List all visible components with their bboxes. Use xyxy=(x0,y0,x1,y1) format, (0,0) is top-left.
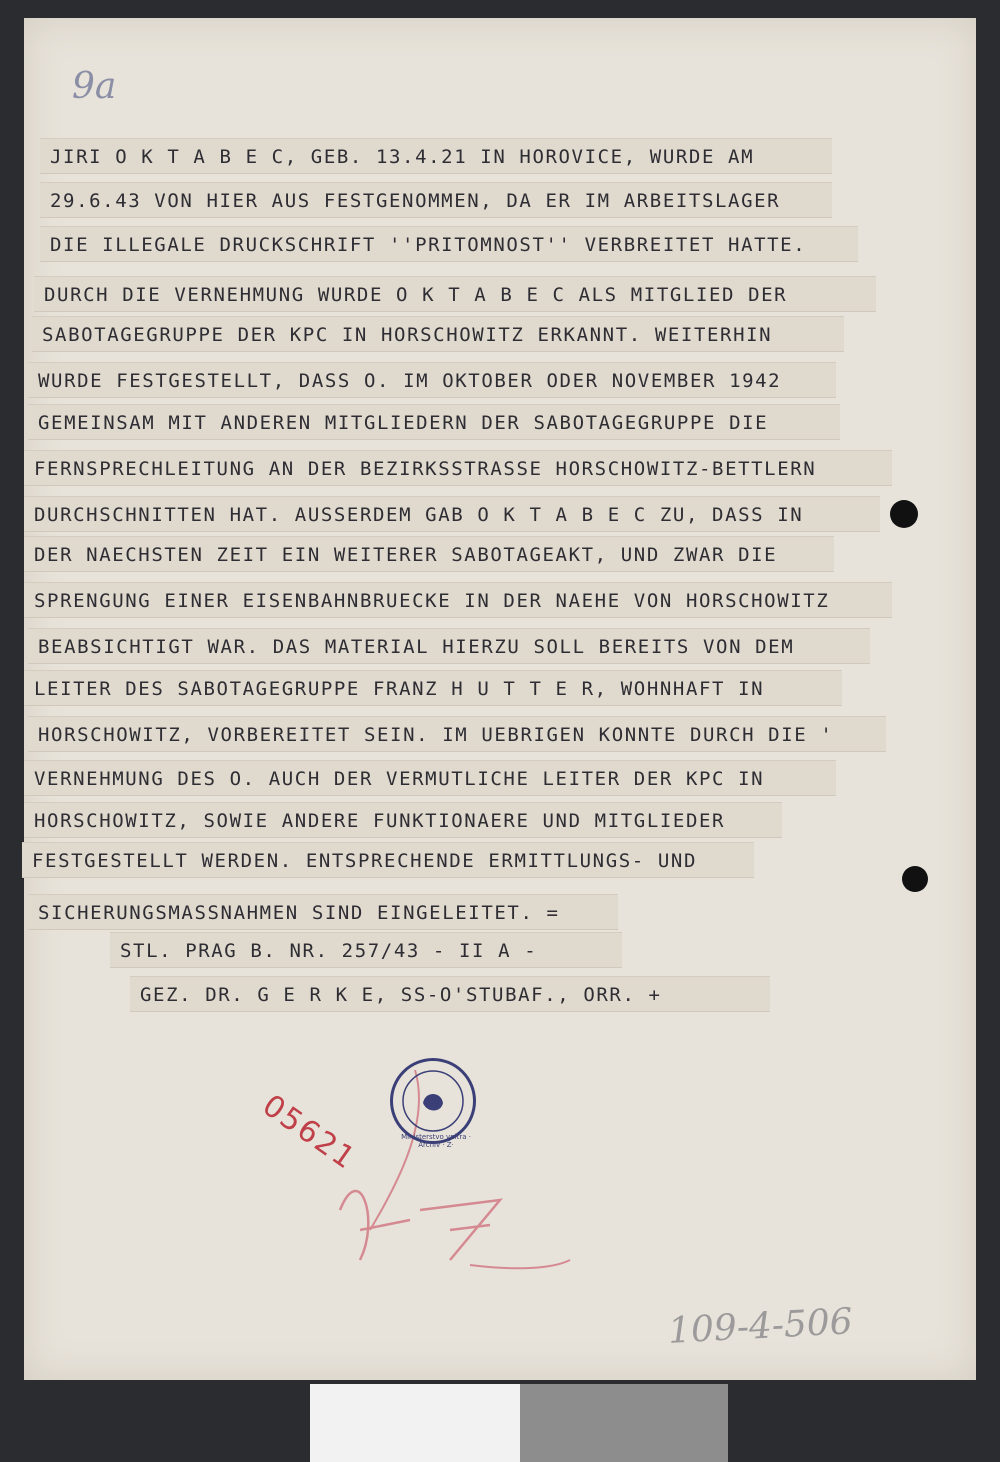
text-line: GEZ. DR. G E R K E, SS-O'STUBAF., ORR. + xyxy=(130,976,770,1012)
text-line: HORSCHOWITZ, SOWIE ANDERE FUNKTIONAERE UND MITGLIEDER xyxy=(24,802,782,838)
text-line: JIRI O K T A B E C, GEB. 13.4.21 IN HOROVICE, WURDE AM xyxy=(40,138,832,174)
text-line: DIE ILLEGALE DRUCKSCHRIFT ''PRITOMNOST'' VERBREITET HATTE. xyxy=(40,226,858,262)
text-line: SICHERUNGSMASSNAHMEN SIND EINGELEITET. = xyxy=(28,894,618,930)
text-line: FERNSPRECHLEITUNG AN DER BEZIRKSSTRASSE HORSCHOWITZ-BETTLERN xyxy=(24,450,892,486)
text-line: HORSCHOWITZ, VORBEREITET SEIN. IM UEBRIGEN KONNTE DURCH DIE ' xyxy=(28,716,886,752)
text-line: 29.6.43 VON HIER AUS FESTGENOMMEN, DA ER IM ARBEITSLAGER xyxy=(40,182,832,218)
punch-hole-top xyxy=(890,500,918,528)
text-line: VERNEHMUNG DES O. AUCH DER VERMUTLICHE LEITER DER KPC IN xyxy=(24,760,836,796)
text-line: GEMEINSAM MIT ANDEREN MITGLIEDERN DER SABOTAGEGRUPPE DIE xyxy=(28,404,840,440)
text-line: WURDE FESTGESTELLT, DASS O. IM OKTOBER ODER NOVEMBER 1942 xyxy=(28,362,836,398)
stamp-emblem-icon xyxy=(393,1061,473,1141)
bottom-label-white xyxy=(310,1384,520,1462)
text-line: LEITER DES SABOTAGEGRUPPE FRANZ H U T T E R, WOHNHAFT IN xyxy=(24,670,842,706)
text-line: SPRENGUNG EINER EISENBAHNBRUECKE IN DER NAEHE VON HORSCHOWITZ xyxy=(24,582,892,618)
punch-hole-bottom xyxy=(902,866,928,892)
text-line: DER NAECHSTEN ZEIT EIN WEITERER SABOTAGEAKT, UND ZWAR DIE xyxy=(24,536,834,572)
archive-round-stamp xyxy=(390,1058,476,1149)
text-line: FESTGESTELLT WERDEN. ENTSPRECHENDE ERMITTLUNGS- UND xyxy=(22,842,754,878)
text-line: STL. PRAG B. NR. 257/43 - II A - xyxy=(110,932,622,968)
stamp-round-text: Ministerstvo vnitra · Archiv · Ž· xyxy=(401,1133,471,1149)
bottom-label-grey xyxy=(520,1384,728,1462)
text-line: DURCHSCHNITTEN HAT. AUSSERDEM GAB O K T A B E C ZU, DASS IN xyxy=(24,496,880,532)
text-line: SABOTAGEGRUPPE DER KPC IN HORSCHOWITZ ERKANNT. WEITERHIN xyxy=(32,316,844,352)
archive-reference: 109-4-506 xyxy=(667,1301,854,1352)
text-line: BEABSICHTIGT WAR. DAS MATERIAL HIERZU SOLL BEREITS VON DEM xyxy=(28,628,870,664)
text-line: DURCH DIE VERNEHMUNG WURDE O K T A B E C ALS MITGLIED DER xyxy=(34,276,876,312)
handwritten-page-number: 9a xyxy=(72,66,117,107)
red-stamp-number: 05621 xyxy=(255,1088,363,1178)
